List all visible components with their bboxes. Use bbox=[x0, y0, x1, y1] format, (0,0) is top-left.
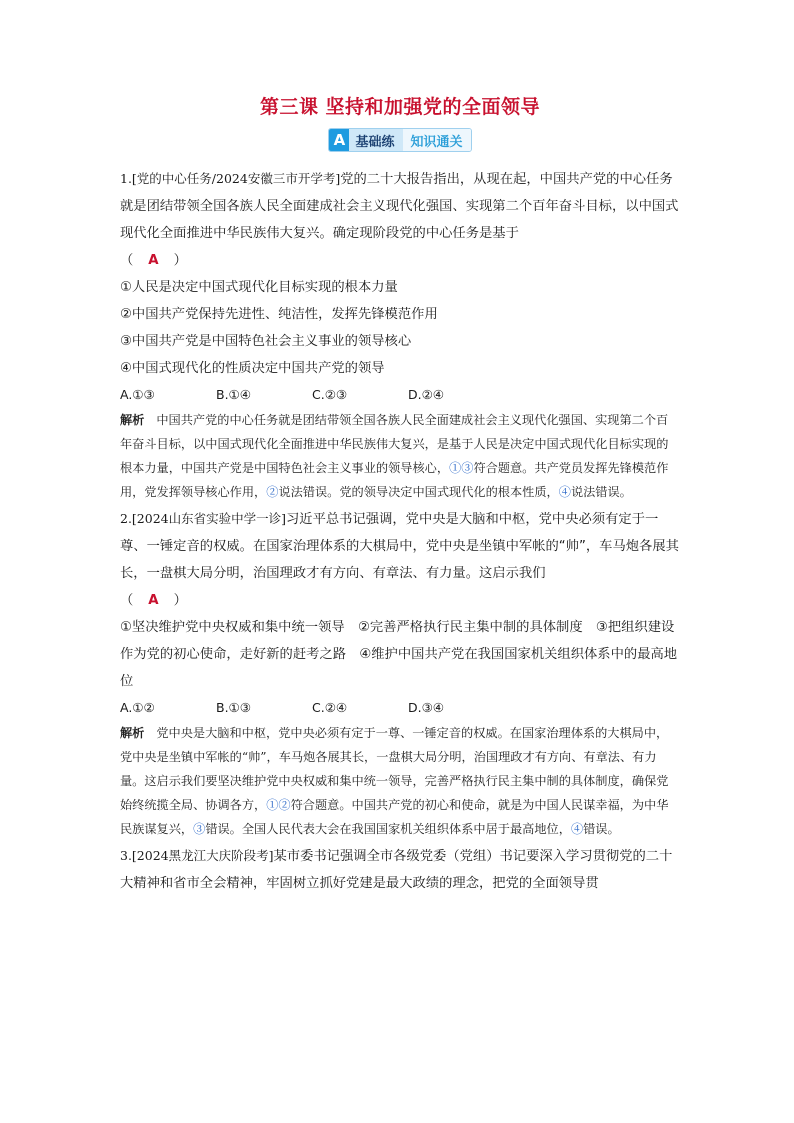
section-badge bbox=[328, 128, 471, 152]
choice-a: A.①② bbox=[120, 700, 155, 715]
question-2-choices bbox=[120, 695, 680, 721]
question-2-source: 2.[2024山东省实验中学一诊] bbox=[120, 511, 286, 526]
question-1-explanation: 解析 中国共产党的中心任务就是团结带领全国各族人民全面建成社会主义现代化强国、实现第二个百年奋斗目标，以中国式现代化全面推进中华民族伟大复兴，是基于人民是决定中国式现代化目标实现的根本力量，中国共产党是中国特色社会主义事业的领导核心，①③符合题意。共产党员发挥先锋模范作用，党发挥领导核心作用，②说法错误。党的领导决定中国式现代化的根本性质，④说法错误。 bbox=[120, 413, 669, 499]
badge-secondary: 知识通关 bbox=[403, 129, 471, 151]
question-1-option-4: ④中国式现代化的性质决定中国共产党的领导 bbox=[120, 361, 385, 376]
choice-d: D.②④ bbox=[408, 387, 445, 402]
question-3-source: 3.[2024黑龙江大庆阶段考] bbox=[120, 848, 274, 863]
question-1-option-2: ②中国共产党保持先进性、纯洁性，发挥先锋模范作用 bbox=[120, 307, 438, 322]
choice-b: B.①④ bbox=[216, 387, 251, 402]
question-2-options: ①坚决维护党中央权威和集中统一领导 ②完善严格执行民主集中制的具体制度 ③把组织建设作为党的初心使命，走好新的赶考之路 ④维护中国共产党在我国国家机关组织体系中的最高地位 bbox=[120, 620, 678, 689]
choice-c: C.②④ bbox=[312, 700, 348, 715]
page-title: 第三课 坚持和加强党的全面领导 bbox=[259, 96, 541, 118]
question-1-answer: （ A ） bbox=[120, 253, 188, 268]
question-2-explanation: 解析 党中央是大脑和中枢，党中央必须有定于一尊、一锤定音的权威。在国家治理体系的大棋局中，党中央是坐镇中军帐的“帅”，车马炮各展其长，一盘棋大局分明，治国理政才有方向、有章法、有力量。这启示我们要坚决维护党中央权威和集中统一领导，完善严格执行民主集中制的具体制度，确保党始终统揽全局、协调各方，①②符合题意。中国共产党的初心和使命，就是为中国人民谋幸福，为中华民族谋复兴，③错误。全国人民代表大会在我国国家机关组织体系中居于最高地位，④错误。 bbox=[120, 726, 669, 836]
question-2-answer: （ A ） bbox=[120, 593, 188, 608]
question-1-choices bbox=[120, 382, 680, 408]
badge-primary: 基础练 bbox=[349, 129, 402, 151]
choice-b: B.①③ bbox=[216, 700, 251, 715]
document-page bbox=[120, 92, 680, 897]
choice-d: D.③④ bbox=[408, 700, 445, 715]
section-badge-wrap bbox=[120, 128, 680, 152]
question-3-stem: 3.[2024黑龙江大庆阶段考]某市委书记强调全市各级党委（党组）书记要深入学习贯彻党的二十大精神和省市全会精神，牢固树立抓好党建是最大政绩的理念，把党的全面领导贯 bbox=[120, 848, 673, 891]
question-2-stem: 2.[2024山东省实验中学一诊]习近平总书记强调，党中央是大脑和中枢，党中央必须有定于一尊、一锤定音的权威。在国家治理体系的大棋局中，党中央是坐镇中军帐的“帅”，车马炮各展其长，一盘棋大局分明，治国理政才有方向、有章法、有力量。这启示我们 bbox=[120, 511, 679, 581]
question-1-option-3: ③中国共产党是中国特色社会主义事业的领导核心 bbox=[120, 334, 412, 349]
question-1-option-1: ①人民是决定中国式现代化目标实现的根本力量 bbox=[120, 280, 398, 295]
choice-a: A.①③ bbox=[120, 387, 155, 402]
badge-letter: A bbox=[329, 129, 349, 151]
choice-c: C.②③ bbox=[312, 387, 348, 402]
question-1-source: 1.[党的中心任务/2024安徽三市开学考] bbox=[120, 171, 341, 186]
question-1-stem: 1.[党的中心任务/2024安徽三市开学考]党的二十大报告指出，从现在起，中国共产党的中心任务就是团结带领全国各族人民全面建成社会主义现代化强国、实现第二个百年奋斗目标，以中国式现代化全面推进中华民族伟大复兴。确定现阶段党的中心任务是基于 bbox=[120, 171, 679, 241]
